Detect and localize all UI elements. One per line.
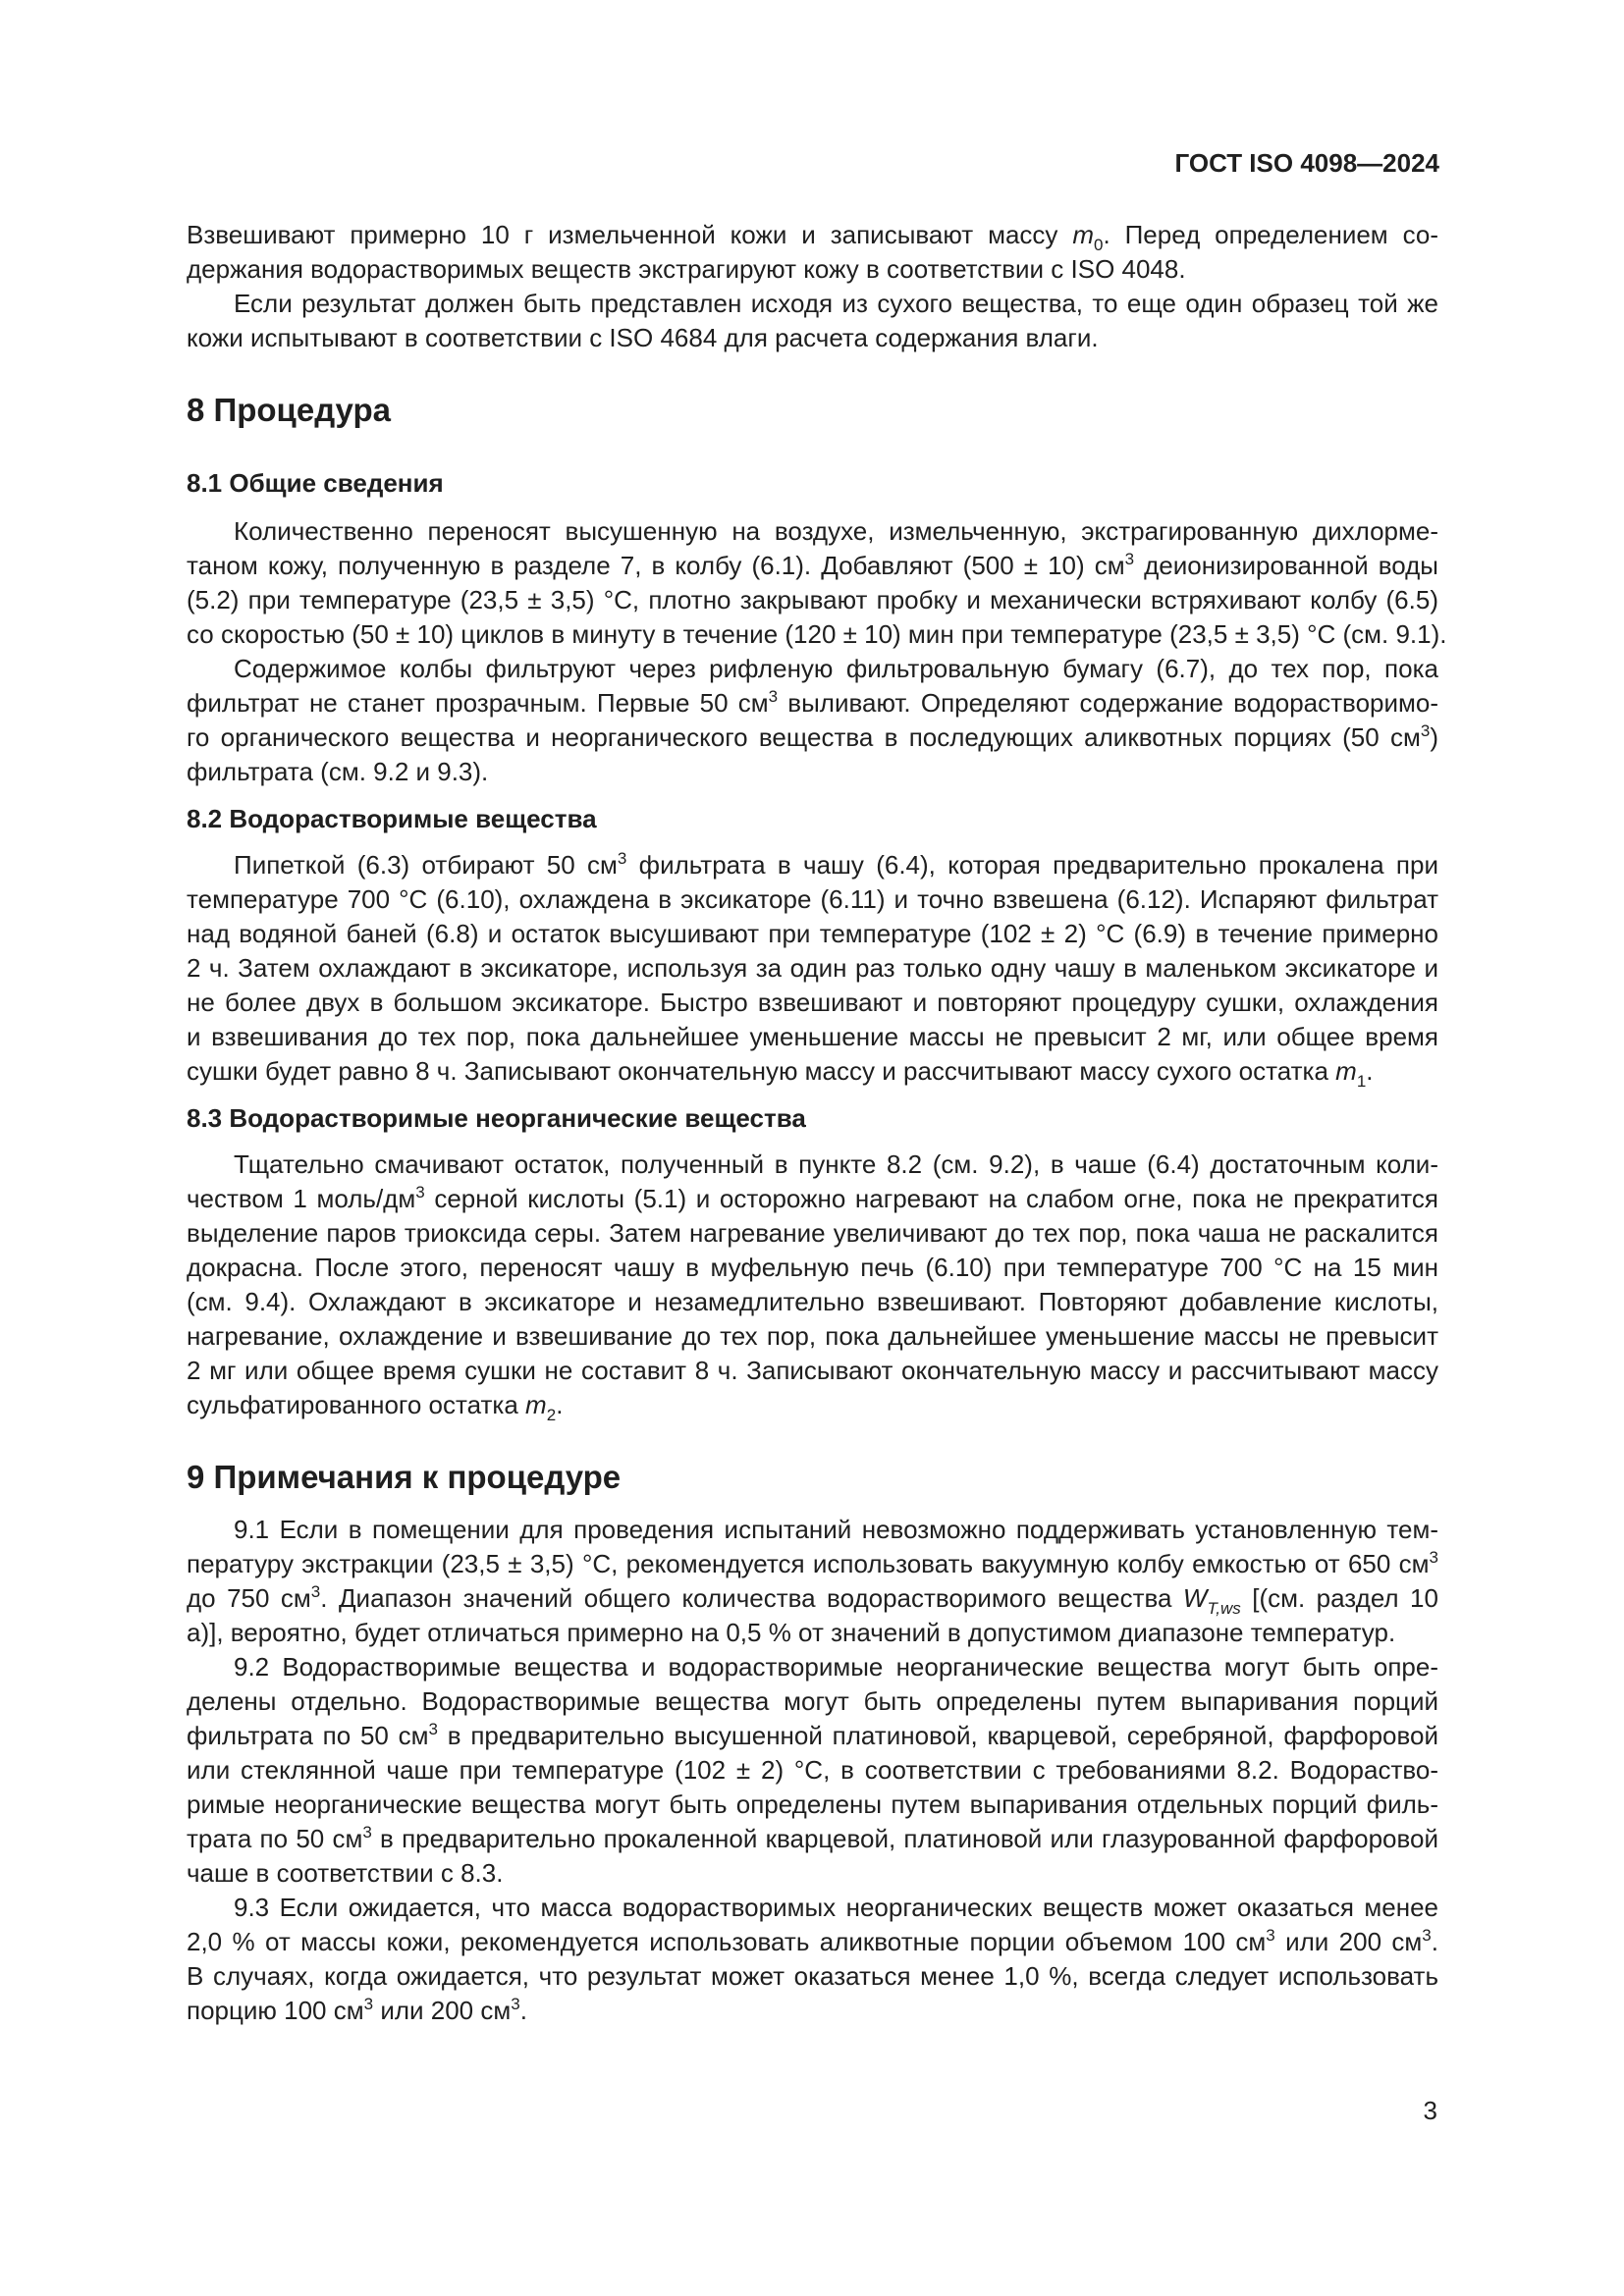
- text-line: со скоростью (50 ± 10) циклов в минуту в течение (120 ± 10) мин при температуре (23,5 ± 3,5) °С (см. 9.1).: [187, 619, 1447, 649]
- text-line: выделение паров триоксида серы. Затем нагревание увеличивают до тех пор, пока чаша не раскалится: [187, 1218, 1438, 1248]
- superscript: 3: [1124, 550, 1135, 568]
- section-8-2-heading: 8.2 Водорастворимые вещества: [187, 804, 597, 833]
- text-run: .: [556, 1390, 564, 1419]
- text-line: фильтрата (см. 9.2 и 9.3).: [187, 757, 489, 786]
- text-line: 2 ч. Затем охлаждают в эксикаторе, используя за один раз только одну чашу в маленьком эксикаторе и: [187, 953, 1438, 983]
- superscript: 3: [363, 1995, 374, 2013]
- text-line: Если результат должен быть представлен исходя из сухого вещества, то еще один образец той же: [234, 289, 1438, 318]
- text-line: римые неорганические вещества могут быть определены путем выпаривания отдельных порций филь-: [187, 1789, 1438, 1819]
- text-line: 9.2 Водорастворимые вещества и водорастворимые неорганические вещества могут быть опре-: [234, 1652, 1438, 1682]
- text-line: или стеклянной чаше при температуре (102 ± 2) °С, в соответствии с требованиями 8.2. Водораство-: [187, 1755, 1438, 1785]
- text-run: 2,0 % от массы кожи, рекомендуется использовать аликвотные порции объемом 100 см: [187, 1927, 1267, 1956]
- text-line: 9.3 Если ожидается, что масса водорастворимых неорганических веществ может оказаться менее: [234, 1893, 1438, 1922]
- text-run: таном кожу, полученную в разделе 7, в колбу (6.1). Добавляют (500 ± 10) см: [187, 551, 1125, 580]
- var-m: m: [1335, 1056, 1357, 1086]
- note-9-1: [187, 1513, 1438, 1650]
- text-line: докрасна. После этого, переносят чашу в муфельную печь (6.10) при температуре 700 °С на 15 мин: [187, 1253, 1438, 1282]
- text-run: сушки будет равно 8 ч. Записывают окончательную массу и рассчитывают массу сухого остатка: [187, 1056, 1336, 1086]
- text-run: пературу экстракции (23,5 ± 3,5) °С, рекомендуется использовать вакуумную колбу емкостью от 650 см: [187, 1549, 1430, 1578]
- page-number: 3: [1423, 2096, 1437, 2125]
- text-line: Количественно переносят высушенную на воздухе, измельченную, экстрагированную дихлорме-: [234, 516, 1438, 546]
- text-line: а)], вероятно, будет отличаться примерно на 0,5 % от значений в допустимом диапазоне температур.: [187, 1618, 1396, 1647]
- section-8-1-paragraph-2: [187, 652, 1438, 789]
- note-9-2: [187, 1650, 1438, 1891]
- subscript: T,ws: [1207, 1599, 1241, 1618]
- var-m: m: [1072, 220, 1095, 249]
- document-header: ГОСТ ISO 4098—2024: [1174, 148, 1439, 178]
- text-run: в предварительно высушенной платиновой, кварцевой, серебряной, фарфоровой: [438, 1721, 1438, 1750]
- section-8-3-heading: 8.3 Водорастворимые неорганические вещества: [187, 1103, 806, 1133]
- note-9-3: [187, 1891, 1438, 2028]
- text-line: Тщательно смачивают остаток, полученный в пункте 8.2 (см. 9.2), в чаше (6.4) достаточным коли-: [234, 1149, 1438, 1179]
- text-line: держания водорастворимых веществ экстрагируют кожу в соответствии с ISO 4048.: [187, 254, 1186, 284]
- text-run: или 200 см: [373, 1996, 512, 2025]
- text-line: температуре 700 °С (6.10), охлаждена в эксикаторе (6.11) и точно взвешена (6.12). Испаряют фильтрат: [187, 884, 1438, 914]
- text-run: порцию 100 см: [187, 1996, 364, 2025]
- text-run: сульфатированного остатка: [187, 1390, 526, 1419]
- text-line: кожи испытывают в соответствии с ISO 4684 для расчета содержания влаги.: [187, 323, 1099, 352]
- text-run: или 200 см: [1274, 1927, 1423, 1956]
- superscript: 3: [310, 1582, 321, 1601]
- text-line: 2 мг или общее время сушки не составит 8 ч. Записывают окончательную массу и рассчитывают массу: [187, 1356, 1438, 1385]
- superscript: 3: [362, 1823, 372, 1842]
- text-line: В случаях, когда ожидается, что результат может оказаться менее 1,0 %, всегда следует использовать: [187, 1961, 1438, 1991]
- text-run: го органического вещества и неорганического вещества в последующих аликвотных порциях (50 см: [187, 722, 1421, 752]
- text-run: [(см. раздел 10: [1240, 1583, 1438, 1613]
- superscript: 3: [511, 1995, 520, 2013]
- intro-paragraph-1: [187, 218, 1438, 287]
- section-8-1-heading: 8.1 Общие сведения: [187, 468, 444, 498]
- intro-paragraph-2: [187, 287, 1438, 355]
- subscript: 0: [1094, 236, 1104, 254]
- text-line: и взвешивания до тех пор, пока дальнейшее уменьшение массы не превысит 2 мг, или общее время: [187, 1022, 1438, 1051]
- text-run: фильтрат не станет прозрачным. Первые 50 см: [187, 688, 769, 718]
- page-content: [187, 218, 1447, 2028]
- text-run: в предварительно прокаленной кварцевой, платиновой или глазурованной фарфоровой: [371, 1824, 1438, 1853]
- text-line: не более двух в большом эксикаторе. Быстро взвешивают и повторяют процедуру сушки, охлаждения: [187, 988, 1438, 1017]
- text-run: до 750 см: [187, 1583, 311, 1613]
- superscript: 3: [415, 1183, 425, 1201]
- text-run: выливают. Определяют содержание водорастворимо-: [778, 688, 1439, 718]
- text-run: фильтрата в чашу (6.4), которая предварительно прокалена при: [626, 850, 1438, 880]
- section-8-1-paragraph-1: [187, 514, 1447, 652]
- text-run: .: [1431, 1927, 1438, 1956]
- text-line: (см. 9.4). Охлаждают в эксикаторе и незамедлительно взвешивают. Повторяют добавление кислоты,: [187, 1287, 1438, 1316]
- text-line: 9.1 Если в помещении для проведения испытаний невозможно поддерживать установленную тем-: [234, 1515, 1438, 1544]
- superscript: 3: [768, 687, 779, 706]
- var-w: W: [1182, 1583, 1208, 1613]
- text-run: . Диапазон значений общего количества водорастворимого вещества: [320, 1583, 1183, 1613]
- text-run: чеством 1 моль/дм: [187, 1184, 416, 1213]
- text-line: над водяной баней (6.8) и остаток высушивают при температуре (102 ± 2) °С (6.9) в течение примерно: [187, 919, 1438, 948]
- superscript: 3: [1422, 1926, 1432, 1945]
- subscript: 1: [1356, 1072, 1367, 1091]
- text-run: трата по 50 см: [187, 1824, 363, 1853]
- superscript: 3: [1266, 1926, 1275, 1945]
- superscript: 3: [617, 849, 627, 868]
- text-line: нагревание, охлаждение и взвешивание до тех пор, пока дальнейшее уменьшение массы не превысит: [187, 1321, 1438, 1351]
- text-run: Пипеткой (6.3) отбирают 50 см: [234, 850, 618, 880]
- text-run: .: [1366, 1056, 1374, 1086]
- text-line: чаше в соответствии с 8.3.: [187, 1858, 504, 1888]
- text-line: делены отдельно. Водорастворимые вещества могут быть определены путем выпаривания порций: [187, 1686, 1438, 1716]
- subscript: 2: [546, 1406, 557, 1424]
- superscript: 3: [428, 1720, 438, 1738]
- var-m: m: [525, 1390, 547, 1419]
- text-run: . Перед определением со-: [1103, 220, 1438, 249]
- text-run: ): [1430, 722, 1438, 752]
- text-run: фильтрата по 50 см: [187, 1721, 429, 1750]
- text-run: серной кислоты (5.1) и осторожно нагревают на слабом огне, пока не прекратится: [424, 1184, 1438, 1213]
- text-line: (5.2) при температуре (23,5 ± 3,5) °С, плотно закрывают пробку и механически встряхивают колбу (6.5): [187, 585, 1438, 614]
- section-8-3-paragraph: [187, 1148, 1438, 1422]
- text-run: деионизированной воды: [1134, 551, 1438, 580]
- superscript: 3: [1429, 1548, 1438, 1567]
- text-line: Содержимое колбы фильтруют через рифленую фильтровальную бумагу (6.7), до тех пор, пока: [234, 654, 1438, 683]
- text-run: Взвешивают примерно 10 г измельченной кожи и записывают массу: [187, 220, 1073, 249]
- section-8-heading: 8 Процедура: [187, 392, 391, 428]
- section-9-heading: 9 Примечания к процедуре: [187, 1459, 622, 1495]
- superscript: 3: [1420, 721, 1431, 740]
- section-8-2-paragraph: [187, 848, 1438, 1089]
- text-run: .: [519, 1996, 527, 2025]
